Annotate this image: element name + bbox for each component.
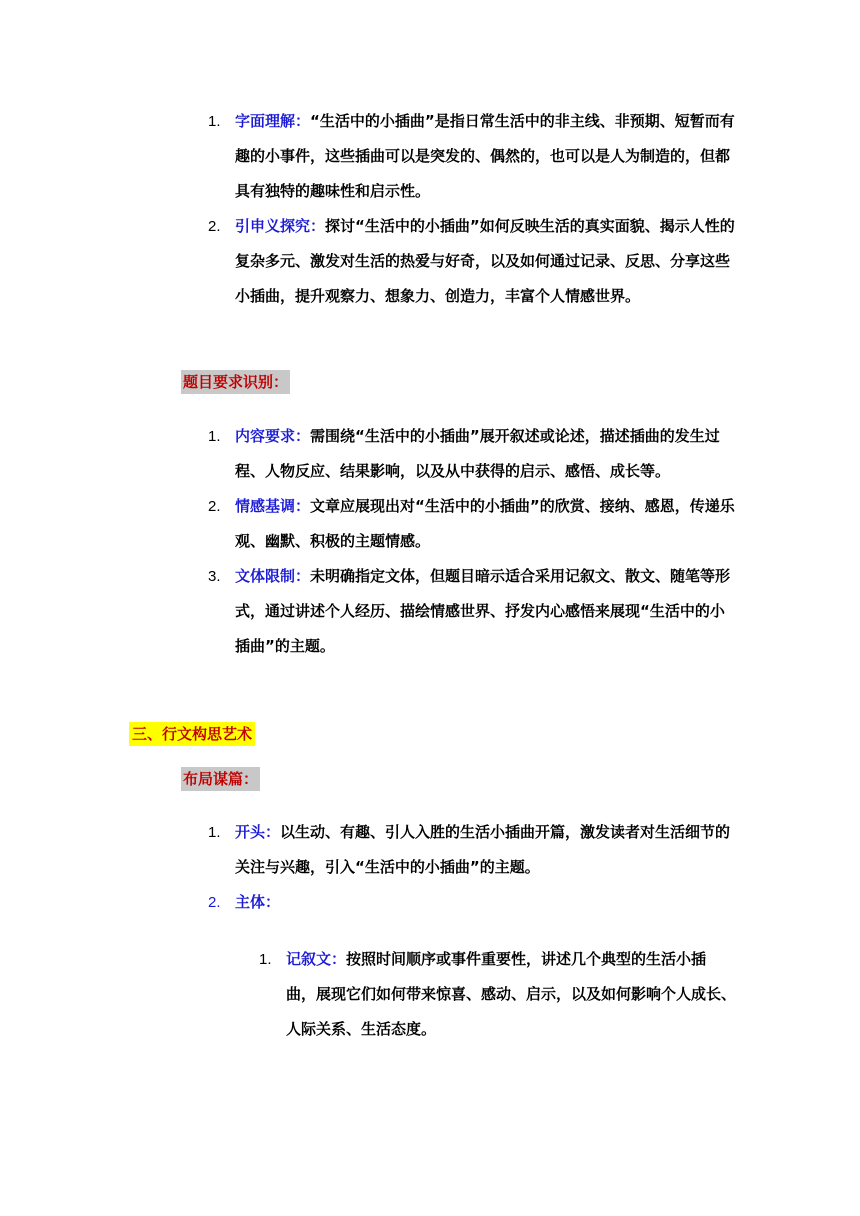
list-item bbox=[0, 489, 860, 559]
heading-section-3: 三、行文构思艺术 bbox=[129, 722, 255, 746]
list-item-text bbox=[235, 104, 735, 209]
list-item bbox=[0, 885, 860, 920]
list-number: 1. bbox=[208, 824, 221, 841]
list-item bbox=[0, 815, 860, 885]
item-term: 字面理解： bbox=[235, 112, 311, 130]
list-item-text bbox=[235, 885, 735, 920]
item-body: 以生动、有趣、引人入胜的生活小插曲开篇，激发读者对生活细节的关注与兴趣，引入“生活中的小插曲”的主题。 bbox=[235, 823, 731, 876]
list-item-text bbox=[235, 559, 735, 664]
item-body: 需围绕“生活中的小插曲”展开叙述或论述，描述插曲的发生过程、人物反应、结果影响，以及从中获得的启示、感悟、成长等。 bbox=[235, 427, 720, 480]
heading-layout: 布局谋篇： bbox=[181, 767, 260, 791]
layout-list bbox=[0, 815, 860, 920]
list-item bbox=[0, 209, 860, 314]
heading-requirements: 题目要求识别： bbox=[181, 370, 290, 394]
item-body: 探讨“生活中的小插曲”如何反映生活的真实面貌、揭示人性的复杂多元、激发对生活的热爱与好奇，以及如何通过记录、反思、分享这些小插曲，提升观察力、想象力、创造力，丰富个人情感世界。 bbox=[235, 217, 735, 305]
list-item bbox=[0, 559, 860, 664]
item-term: 情感基调： bbox=[235, 497, 311, 515]
list-item-text bbox=[235, 419, 735, 489]
list-number: 1. bbox=[208, 428, 221, 445]
list-number: 2. bbox=[208, 218, 221, 235]
body-sublist bbox=[0, 942, 860, 1047]
list-number: 2. bbox=[208, 498, 221, 515]
item-term: 内容要求： bbox=[235, 427, 311, 445]
item-term: 文体限制： bbox=[235, 567, 311, 585]
item-term: 开头： bbox=[235, 823, 281, 841]
item-term: 记叙文： bbox=[286, 950, 347, 968]
list-number: 2. bbox=[208, 894, 221, 911]
item-body: 文章应展现出对“生活中的小插曲”的欣赏、接纳、感恩，传递乐观、幽默、积极的主题情感。 bbox=[235, 497, 735, 550]
list-item-text bbox=[286, 942, 736, 1047]
requirements-list bbox=[0, 419, 860, 664]
list-item-text bbox=[235, 815, 735, 885]
item-body: “生活中的小插曲”是指日常生活中的非主线、非预期、短暂而有趣的小事件，这些插曲可以是突发的、偶然的，也可以是人为制造的，但都具有独特的趣味性和启示性。 bbox=[235, 112, 735, 200]
list-item bbox=[0, 419, 860, 489]
list-item-text bbox=[235, 209, 735, 314]
list-item-text bbox=[235, 489, 735, 559]
list-number: 1. bbox=[259, 951, 272, 968]
list-item bbox=[0, 104, 860, 209]
list-number: 3. bbox=[208, 568, 221, 585]
topic-analysis-list bbox=[0, 104, 860, 314]
list-number: 1. bbox=[208, 113, 221, 130]
list-item bbox=[0, 942, 860, 1047]
item-body: 按照时间顺序或事件重要性，讲述几个典型的生活小插曲，展现它们如何带来惊喜、感动、启示，以及如何影响个人成长、人际关系、生活态度。 bbox=[286, 950, 737, 1038]
item-body: 未明确指定文体，但题目暗示适合采用记叙文、散文、随笔等形式，通过讲述个人经历、描绘情感世界、抒发内心感悟来展现“生活中的小插曲”的主题。 bbox=[235, 567, 731, 655]
item-term: 主体： bbox=[235, 893, 281, 911]
item-term: 引申义探究： bbox=[235, 217, 326, 235]
